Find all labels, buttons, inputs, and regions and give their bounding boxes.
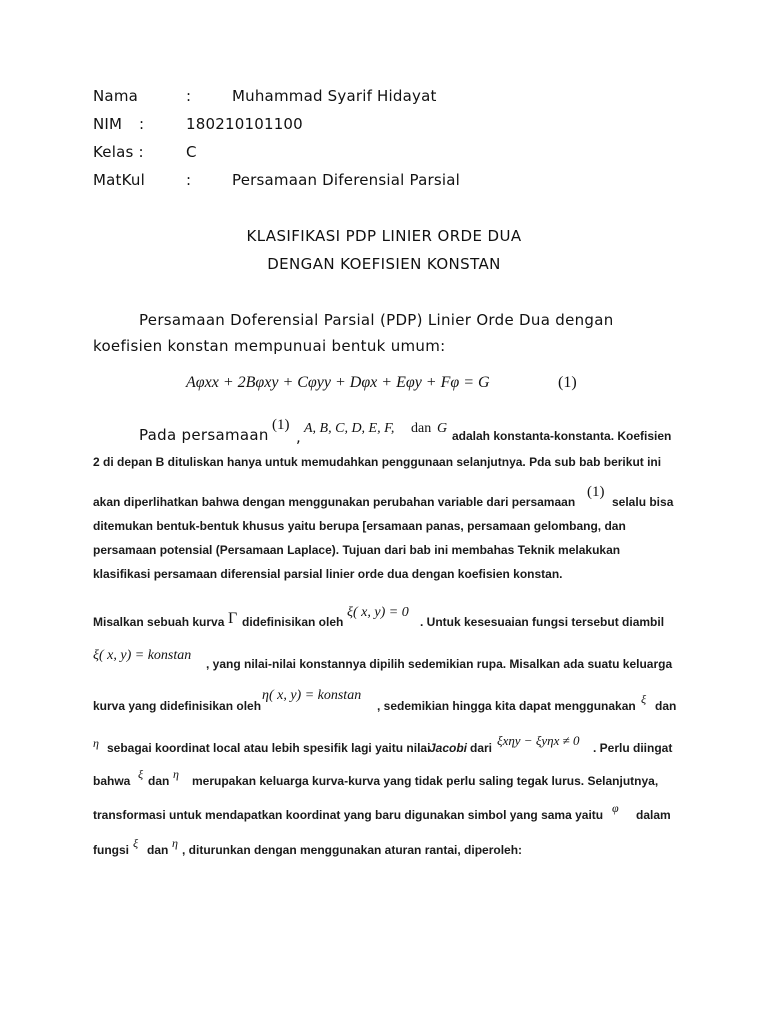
- equation-number: (1): [558, 374, 577, 391]
- matkul-value: Persamaan Diferensial Parsial: [232, 171, 460, 189]
- para2-line5-a: bahwa: [93, 774, 131, 788]
- nim-label: NIM: [93, 115, 123, 133]
- nama-value: Muhammad Syarif Hidayat: [232, 87, 437, 105]
- kelas-label: Kelas :: [93, 143, 144, 161]
- xi-equals-konstan: ξ( x, y) = konstan: [93, 648, 192, 663]
- nim-separator: :: [139, 115, 145, 133]
- gamma-symbol: Γ: [228, 610, 238, 627]
- para2-line5-dan: dan: [148, 774, 170, 788]
- para1-line6: klasifikasi persamaan diferensial parsial linier orde dua dengan koefisien konstan.: [93, 567, 563, 581]
- para1-lead: Pada persamaan: [139, 426, 269, 444]
- xi-symbol-2: ξ: [138, 767, 144, 781]
- document-title-line1: KLASIFIKASI PDP LINIER ORDE DUA: [246, 227, 522, 245]
- para2-line2: , yang nilai-nilai konstannya dipilih sedemikian rupa. Misalkan ada suatu keluarga: [206, 657, 673, 671]
- para2-line7-b: , diturunkan dengan menggunakan aturan rantai, diperoleh:: [182, 843, 523, 857]
- para2-line1-a: Misalkan sebuah kurva: [93, 615, 225, 629]
- xi-equals-zero: ξ( x, y) = 0: [347, 605, 409, 620]
- para1-constants: A, B, C, D, E, F,: [304, 421, 395, 436]
- para1-g: G: [437, 421, 448, 436]
- para1-dan: dan: [411, 421, 432, 436]
- intro-line-2: koefisien konstan mempunuai bentuk umum:: [93, 337, 446, 355]
- eta-symbol: η: [93, 736, 99, 750]
- xi-symbol: ξ: [641, 692, 647, 706]
- jacobi-term: Jacobi: [429, 741, 468, 755]
- nama-label: Nama: [93, 87, 139, 105]
- para1-line2: 2 di depan B dituliskan hanya untuk memudahkan penggunaan selanjutnya. Pda sub bab berikut ini: [93, 455, 662, 469]
- phi-symbol: φ: [612, 801, 619, 815]
- xi-symbol-3: ξ: [133, 836, 139, 850]
- para1-ref: (1): [272, 417, 290, 433]
- para2-line6-a: transformasi untuk mendapatkan koordinat yang baru digunakan simbol yang sama yaitu: [93, 808, 604, 822]
- document-title-line2: DENGAN KOEFISIEN KONSTAN: [267, 255, 501, 273]
- para1-line1-rest: adalah konstanta-konstanta. Koefisien: [452, 429, 672, 443]
- main-equation: Aφxx + 2Bφxy + Cφyy + Dφx + Eφy + Fφ = G: [186, 374, 490, 391]
- para2-line4-a: sebagai koordinat local atau lebih spesifik lagi yaitu nilai: [107, 741, 431, 755]
- para1-line3-end: selalu bisa: [612, 495, 674, 509]
- para2-line7-dan: dan: [147, 843, 169, 857]
- para2-line1-c: . Untuk kesesuaian fungsi tersebut diambil: [420, 615, 665, 629]
- eta-equals-konstan: η( x, y) = konstan: [262, 688, 362, 703]
- kelas-value: C: [186, 143, 197, 161]
- para1-comma: ,: [296, 428, 302, 446]
- para1-line5: persamaan potensial (Persamaan Laplace). Tujuan dari bab ini membahas Teknik melakukan: [93, 543, 621, 557]
- jacobian-expression: ξxηy − ξyηx ≠ 0: [497, 733, 580, 748]
- para2-line6-b: dalam: [636, 808, 671, 822]
- para2-line4-c: . Perlu diingat: [593, 741, 673, 755]
- para1-line3-ref: (1): [587, 484, 605, 500]
- nama-separator: :: [186, 87, 192, 105]
- matkul-separator: :: [186, 171, 192, 189]
- nim-value: 180210101100: [186, 115, 303, 133]
- para1-line4: ditemukan bentuk-bentuk khusus yaitu berupa [ersamaan panas, persamaan gelombang, dan: [93, 519, 626, 533]
- para2-line3-dan: dan: [655, 699, 677, 713]
- para1-line3: akan diperlihatkan bahwa dengan menggunakan perubahan variable dari persamaan: [93, 495, 576, 509]
- para2-line7-a: fungsi: [93, 843, 129, 857]
- para2-line5-b: merupakan keluarga kurva-kurva yang tidak perlu saling tegak lurus. Selanjutnya,: [192, 774, 659, 788]
- intro-line-1: Persamaan Doferensial Parsial (PDP) Linier Orde Dua dengan: [139, 311, 614, 329]
- eta-symbol-3: η: [172, 836, 178, 850]
- para2-line3-a: kurva yang didefinisikan oleh: [93, 699, 262, 713]
- para2-line1-b: didefinisikan oleh: [242, 615, 344, 629]
- matkul-label: MatKul: [93, 171, 145, 189]
- eta-symbol-2: η: [173, 767, 179, 781]
- para2-line3-b: , sedemikian hingga kita dapat menggunakan: [377, 699, 636, 713]
- para2-line4-b: dari: [470, 741, 493, 755]
